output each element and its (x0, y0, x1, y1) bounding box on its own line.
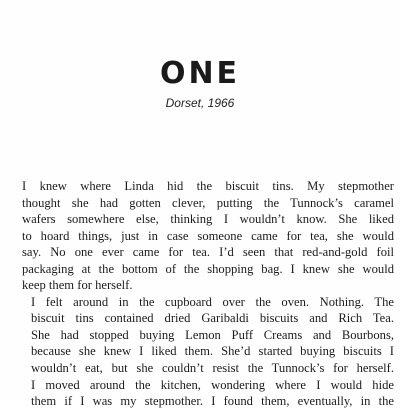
text-line: biscuit tins contained dried Garibaldi biscuits and Rich Tea. (31, 311, 394, 326)
text-line: wouldn’t eat, but she couldn’t resist the Tunnock’s for herself. (31, 361, 394, 376)
text-line: because she knew I liked them. She’d started buying biscuits I (31, 344, 394, 359)
text-line: keep them for herself. (22, 278, 133, 293)
body-text (22, 178, 394, 410)
text-line: thought she had gotten clever, putting the Tunnock’s caramel (22, 195, 394, 210)
paragraph-2 (22, 294, 394, 377)
text-line: packaging at the bottom of the shopping bag. I knew she would (22, 261, 394, 276)
text-line: to hoard things, just in case someone came for tea, she would (22, 228, 394, 243)
text-line: wafers somewhere else, thinking I wouldn’t know. She liked (22, 212, 394, 227)
paragraph-1 (22, 178, 394, 294)
text-line: I moved around the kitchen, wondering where I would hide (31, 377, 394, 392)
text-line: She had stopped buying Lemon Puff Creams and Bourbons, (31, 327, 394, 342)
text-line: I knew where Linda hid the biscuit tins. My stepmother (22, 179, 394, 193)
chapter-subtitle: Dorset, 1966 (165, 96, 235, 110)
text-line: them if I was my stepmother. I found them, eventually, in the (31, 394, 394, 409)
paragraph-3 (22, 377, 394, 410)
text-line: I felt around in the cupboard over the oven. Nothing. The (31, 294, 394, 309)
text-line: say. No one ever came for tea. I’d seen that red-and-gold foil (22, 245, 394, 260)
chapter-title: ONE (159, 56, 241, 91)
